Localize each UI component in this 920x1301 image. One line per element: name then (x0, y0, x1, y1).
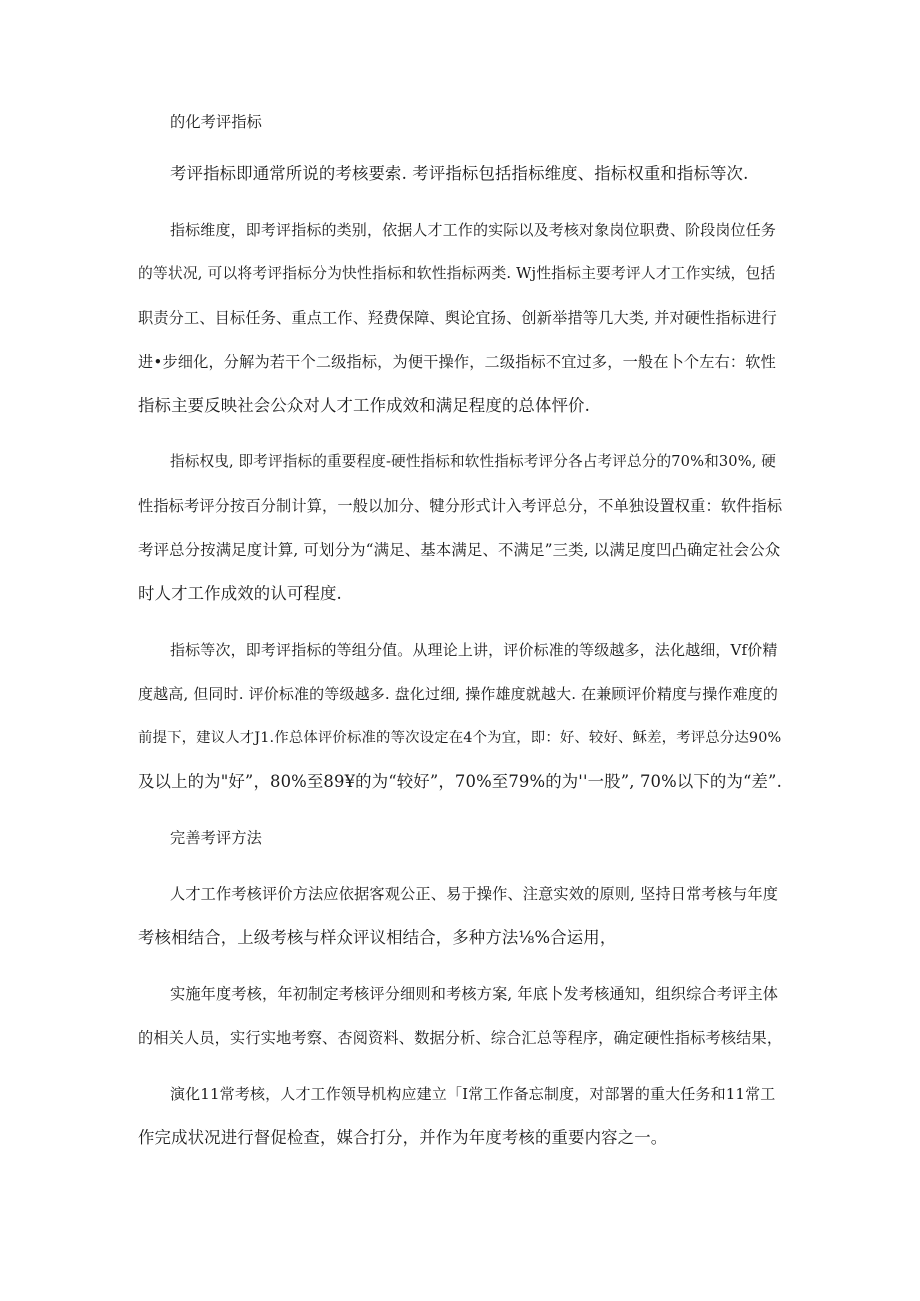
paragraph-line: 指标维度，即考评指标的类别，依据人才工作的实际以及考核对象岗位职费、阶段岗位任务 (170, 221, 777, 239)
paragraph-line: 的相关人员，实行实地考察、杏阅资料、数据分析、综合汇总等程序，确定硬性指标考核结果， (138, 1029, 783, 1047)
paragraph-line: 指标主要反映社会公众对人才工作成效和满足程度的总体怦价. (138, 396, 590, 415)
paragraph-line: 演化11常考核，人才工作领导机构应建立「I常工作备忘制度，对部署的重大任务和11常工 (170, 1085, 776, 1103)
section-heading-methods: 完善考评方法 (170, 829, 263, 847)
paragraph-line: 的等状况, 可以将考评指标分为快性指标和软性指标两类. Wj性指标主要考评人才工作实绒，包括 (138, 265, 776, 282)
paragraph-line: 时人才工作成效的认可程度. (138, 584, 342, 603)
paragraph-line: 人才工作考核评价方法应依据客观公正、易于操作、注意实效的原则, 坚持日常考核与年度 (170, 885, 779, 903)
paragraph-line: 考评总分按满足度计算, 可划分为“满足、基本满足、不满足”三类, 以满足度凹凸确定社会公众 (138, 541, 781, 559)
section-heading-indicators: 的化考评指标 (170, 113, 263, 131)
paragraph-line: 考核相结合，上级考核与样众评议相结合，多种方法⅛%合运用， (138, 928, 617, 947)
paragraph-line: 进•步细化，分解为若干个二级指标，为便干操作，二级指标不宜过多，一般在卜个左右：软性 (138, 353, 776, 371)
paragraph-line: 作完成状况进行督促检查，媒合打分，并作为年度考核的重要内容之一。 (138, 1128, 668, 1147)
paragraph-line: 度越高, 但同时. 评价标准的等级越多. 盘化过细, 操作雄度就越大. 在兼顾评价精度与操作难度的 (138, 685, 779, 703)
paragraph-line: 实施年度考核，年初制定考核评分细则和考核方案, 年底卜发考核通知，组织综合考评主体 (170, 985, 779, 1003)
paragraph-line: 指标等次，即考评指标的等组分值。从理论上讲，评价标准的等级越多，法化越细，Vf价精 (170, 641, 778, 659)
paragraph-line: 职责分工、目标任务、重点工作、羟费保障、舆论宜扬、创新举措等几大类, 并对硬性指标进行 (138, 309, 777, 327)
paragraph-line: 考评指标即通常所说的考核要索. 考评指标包括指标维度、指标权重和指标等次. (170, 164, 749, 183)
paragraph-line: 指标权曳, 即考评指标的重要程度-硬性指标和软性指标考评分各占考评总分的70%和30%, 硬 (170, 453, 777, 470)
paragraph-line: 性指标考评分按百分制计算，一般以加分、犍分形式计入考评总分，不单独设置权重：软件指标 (138, 497, 783, 515)
paragraph-line: 及以上的为"好”，80%至89¥的为“较好”，70%至79%的为''一股”, 70%以下的为“差”. (138, 772, 782, 791)
paragraph-line: 前提下，建议人才J1.作总体评价标准的等次设定在4个为宜，即：好、较好、稣差，考评总分达90% (138, 730, 782, 746)
